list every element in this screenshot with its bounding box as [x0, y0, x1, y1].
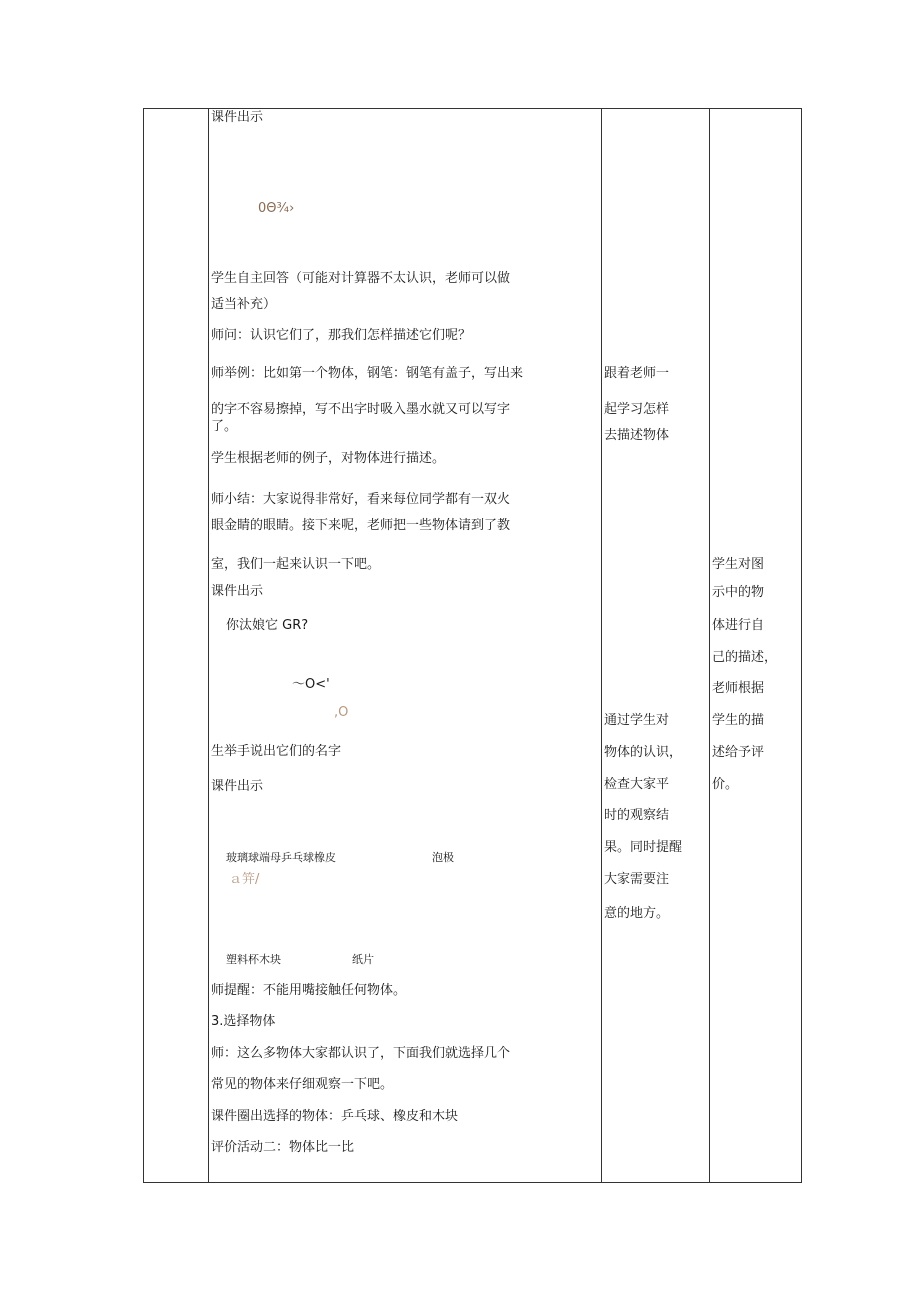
column-divider-3 [709, 108, 710, 1183]
text-line: 的字不容易擦掉，写不出字时吸入墨水就又可以写字 [211, 402, 511, 417]
text-line: 了。 [211, 419, 238, 434]
purpose-line: 跟着老师一 [604, 366, 670, 381]
text-line: 课件出示 [211, 779, 264, 794]
purpose-line: 物体的认识， [604, 745, 683, 760]
eval-line: 示中的物 [712, 585, 765, 600]
text-line: 3.选择物体 [211, 1014, 276, 1029]
image-label: ,O [334, 705, 349, 720]
text-line: 评价活动二：物体比一比 [211, 1140, 355, 1155]
text-line: 眼金睛的眼睛。接下来呢，老师把一些物体请到了教 [211, 518, 511, 533]
purpose-line: 检查大家平 [604, 777, 670, 792]
text-line: 室，我们一起来认识一下吧。 [211, 557, 381, 572]
text-line: 适当补充） [211, 297, 277, 312]
text-line: 师问：认识它们了，那我们怎样描述它们呢？ [211, 328, 472, 343]
text-line: 常见的物体来仔细观察一下吧。 [211, 1077, 394, 1092]
eval-line: 述给予评 [712, 745, 765, 760]
purpose-line: 意的地方。 [604, 906, 670, 921]
image-label: 〜O<' [292, 677, 330, 692]
text-line: 课件出示 [211, 584, 264, 599]
purpose-line: 起学习怎样 [604, 402, 670, 417]
image-title: 你汰娘它 GR? [226, 618, 309, 633]
image-label: 0Θ¾› [258, 201, 295, 216]
text-line: 学生自主回答（可能对计算器不太认识，老师可以做 [211, 271, 511, 286]
purpose-line: 通过学生对 [604, 713, 670, 728]
text-line: 师举例：比如第一个物体，钢笔：钢笔有盖子，写出来 [211, 366, 524, 381]
text-line: 师提醒：不能用嘴接触任何物体。 [211, 983, 407, 998]
image-label: 纸片 [352, 953, 374, 966]
image-label: 塑料杯木块 [226, 953, 281, 966]
text-line: 课件出示 [211, 110, 264, 125]
purpose-line: 大家需要注 [604, 872, 670, 887]
purpose-line: 去描述物体 [604, 428, 670, 443]
text-line: 生举手说出它们的名字 [211, 744, 342, 759]
eval-line: 体进行自 [712, 618, 765, 633]
eval-line: 价。 [712, 777, 739, 792]
purpose-line: 果。同时提醒 [604, 840, 683, 855]
purpose-line: 时的观察结 [604, 808, 670, 823]
image-label: 泡极 [432, 851, 454, 864]
column-divider-2 [601, 108, 602, 1183]
eval-line: 学生的描 [712, 713, 765, 728]
eval-line: 老师根据 [712, 681, 765, 696]
column-divider-1 [208, 108, 209, 1183]
image-label: ａ笄/ [229, 872, 260, 887]
text-line: 学生根据老师的例子，对物体进行描述。 [211, 451, 446, 466]
text-line: 课件圈出选择的物体：乒乓球、橡皮和木块 [211, 1109, 459, 1124]
eval-line: 己的描述， [712, 650, 778, 665]
image-label: 玻璃球端母乒乓球橡皮 [226, 851, 336, 864]
eval-line: 学生对图 [712, 557, 765, 572]
text-line: 师：这么多物体大家都认识了，下面我们就选择几个 [211, 1046, 511, 1061]
text-line: 师小结：大家说得非常好，看来每位同学都有一双火 [211, 492, 511, 507]
